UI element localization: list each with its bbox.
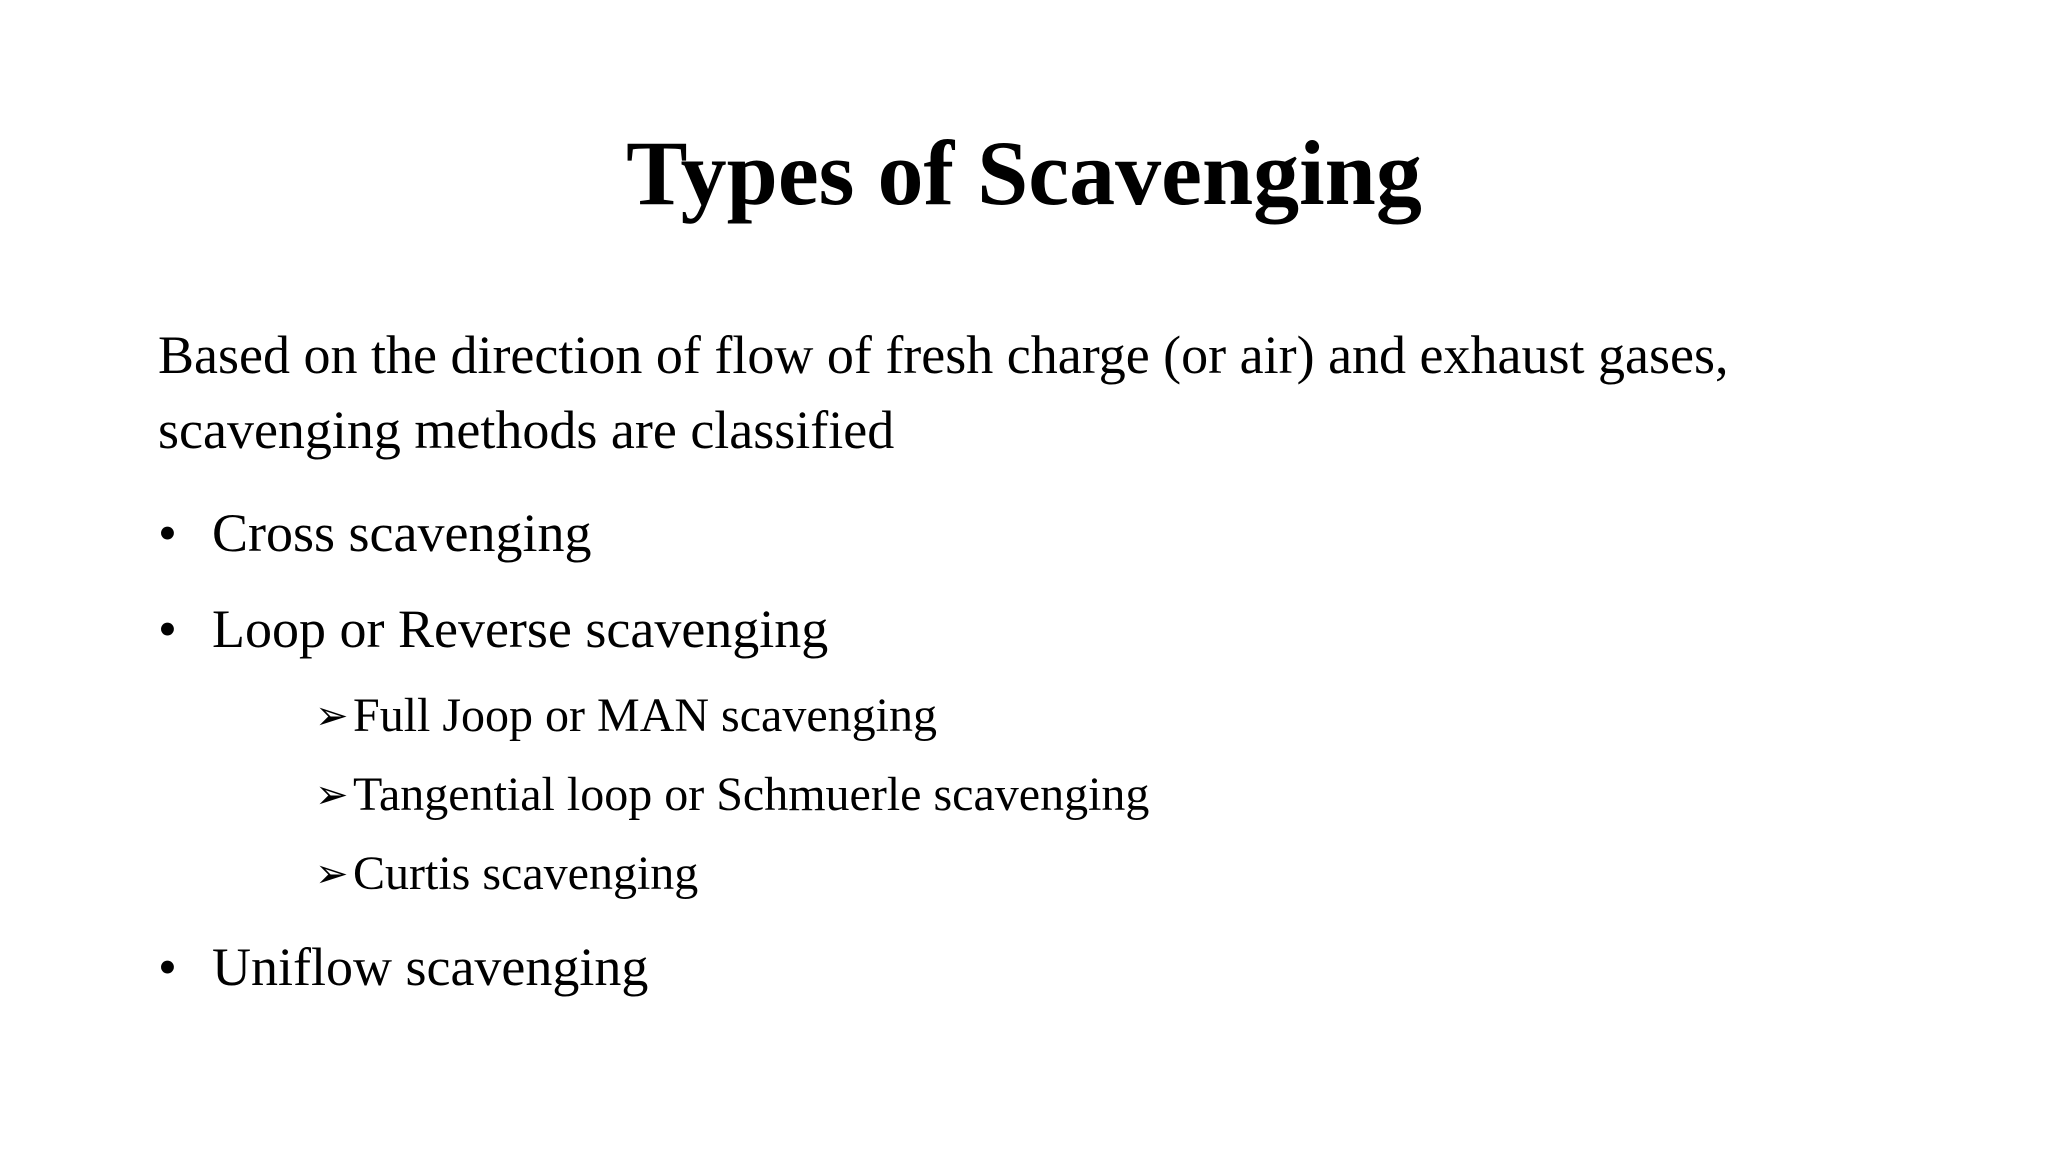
list-item-cross [158,498,591,568]
sub-item-curtis [315,842,698,906]
sub-item-label: Curtis scavenging [353,847,699,900]
arrow-bullet-icon: ➢ [315,693,349,739]
sub-item-tangential-loop [315,763,1149,827]
sub-item-label: Tangential loop or Schmuerle scavenging [353,768,1150,821]
arrow-bullet-icon: ➢ [315,772,349,818]
list-item-uniflow [158,932,648,1002]
sub-item-label: Full Joop or MAN scavenging [353,689,937,742]
intro-line: Based on the direction of flow of fresh charge (or air) and exhaust gases, [158,325,1729,385]
intro-line: scavenging methods are classified [158,400,895,460]
list-item-loop-reverse [158,594,828,664]
bullet-icon: • [158,599,177,659]
bullet-icon: • [158,503,177,563]
arrow-bullet-icon: ➢ [315,851,349,897]
list-item-label: Uniflow scavenging [212,937,649,997]
list-item-label: Cross scavenging [212,503,592,563]
slide-title: Types of Scavenging [626,122,1422,224]
list-item-label: Loop or Reverse scavenging [212,599,829,659]
intro-paragraph [158,318,1918,468]
bullet-icon: • [158,937,177,997]
sub-item-full-loop [315,684,937,748]
